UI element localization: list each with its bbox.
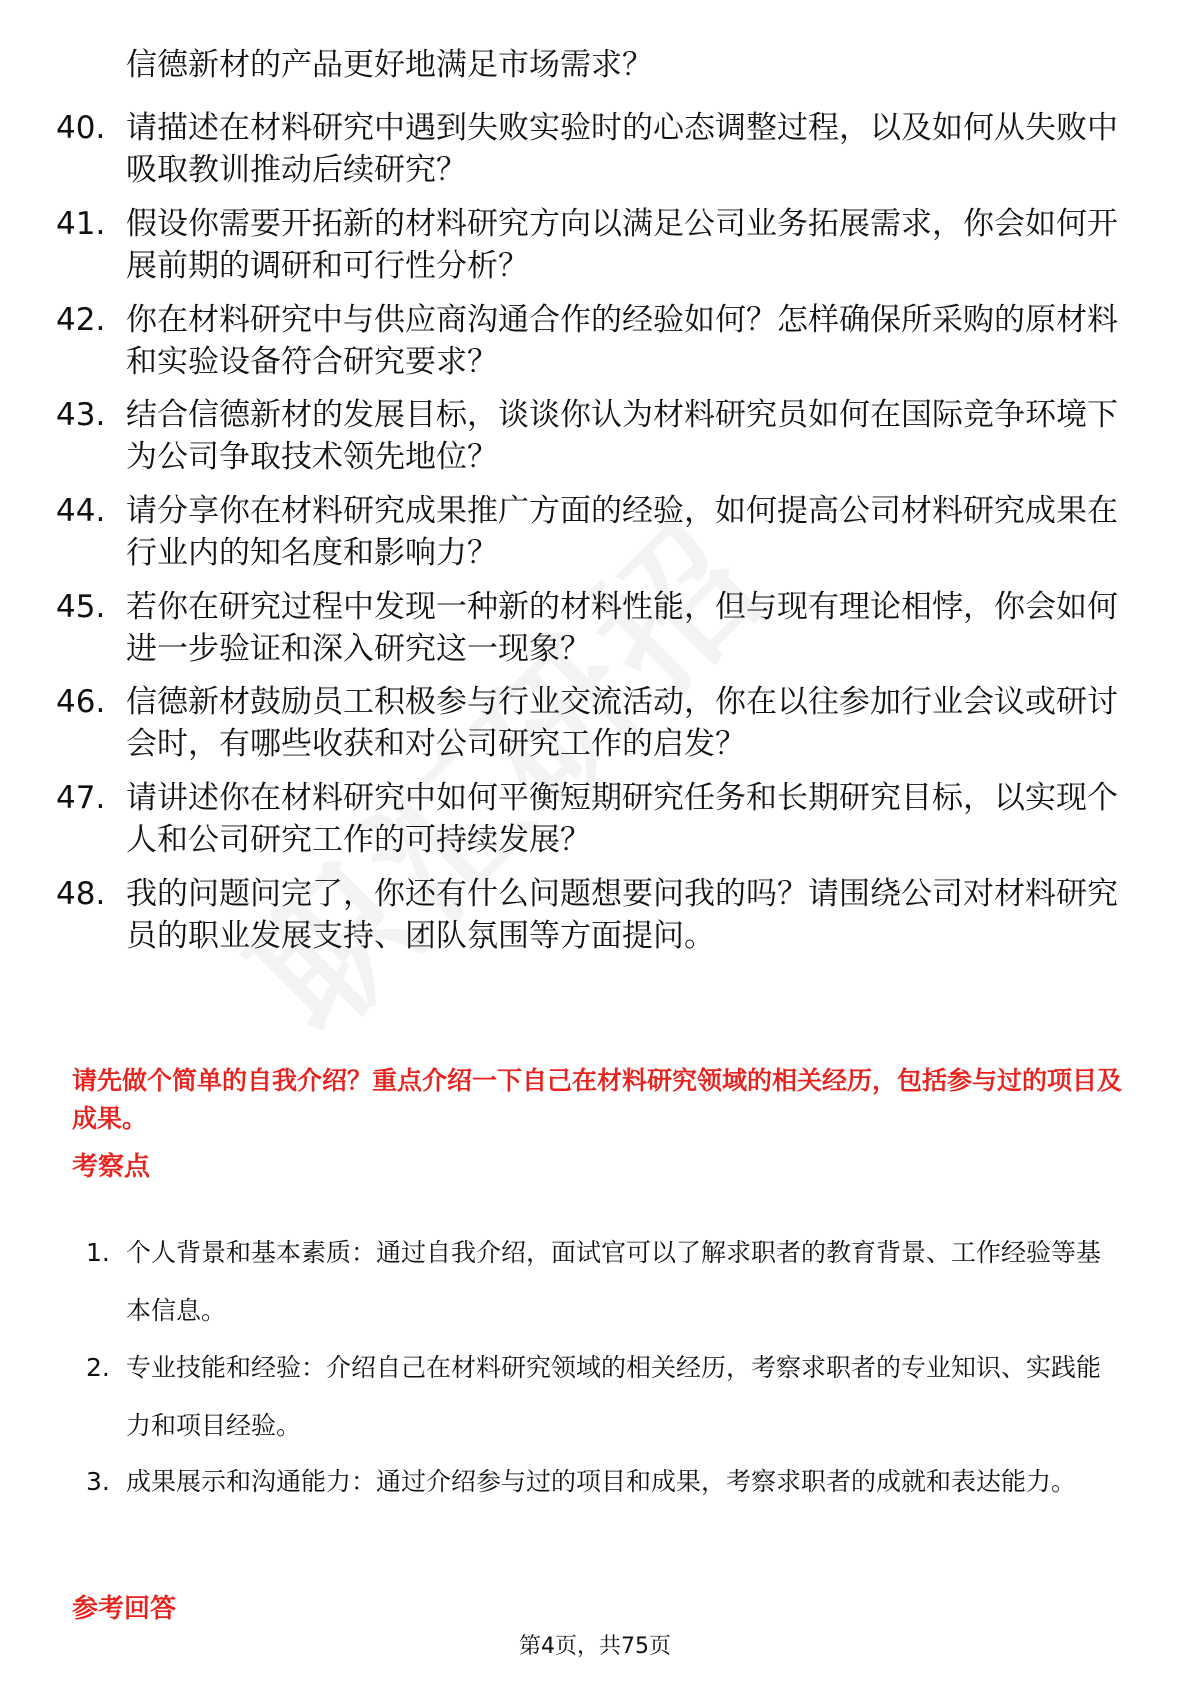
question-number: 45. (56, 589, 106, 625)
page-footer: 第4页，共75页 (519, 1634, 671, 1659)
question-text: 请分享你在材料研究成果推广方面的经验，如何提高公司材料研究成果在行业内的知名度和影响力？ (126, 493, 1118, 571)
question-number: 48. (56, 876, 106, 912)
list-item-text: 成果展示和沟通能力：通过介绍参与过的项目和成果，考察求职者的成就和表达能力。 (126, 1467, 1077, 1496)
question-text: 请讲述你在材料研究中如何平衡短期研究任务和长期研究目标，以实现个人和公司研究工作的可持续发展？ (126, 780, 1118, 858)
question-number: 40. (56, 110, 106, 146)
question-number: 41. (56, 206, 106, 242)
question-number: 43. (56, 397, 106, 433)
question-number: 46. (56, 684, 106, 720)
question-text: 信德新材鼓励员工积极参与行业交流活动，你在以往参加行业会议或研讨会时，有哪些收获和对公司研究工作的启发？ (126, 684, 1118, 762)
list-item-text: 个人背景和基本素质：通过自我介绍，面试官可以了解求职者的教育背景、工作经验等基本信息。 (126, 1238, 1102, 1325)
section-title-points: 考察点 (72, 1152, 151, 1182)
question-text: 我的问题问完了，你还有什么问题想要问我的吗？请围绕公司对材料研究员的职业发展支持、团队氛围等方面提问。 (126, 876, 1118, 954)
question-number: 47. (56, 780, 106, 816)
list-item-number: 1. (86, 1238, 110, 1267)
question-text: 你在材料研究中与供应商沟通合作的经验如何？怎样确保所采购的原材料和实验设备符合研究要求？ (126, 302, 1118, 380)
list-item-text: 专业技能和经验：介绍自己在材料研究领域的相关经历，考察求职者的专业知识、实践能力和项目经验。 (126, 1353, 1102, 1440)
question-text: 请描述在材料研究中遇到失败实验时的心态调整过程，以及如何从失败中吸取教训推动后续研究？ (126, 110, 1118, 188)
list-item-number: 2. (86, 1353, 110, 1382)
question-text: 若你在研究过程中发现一种新的材料性能，但与现有理论相悖，你会如何进一步验证和深入研究这一现象？ (126, 589, 1118, 667)
continued-question-text: 信德新材的产品更好地满足市场需求？ (126, 47, 653, 83)
question-number: 44. (56, 493, 106, 529)
question-number: 42. (56, 302, 106, 338)
question-text: 假设你需要开拓新的材料研究方向以满足公司业务拓展需求，你会如何开展前期的调研和可行性分析？ (126, 206, 1118, 284)
question-text: 结合信德新材的发展目标，谈谈你认为材料研究员如何在国际竞争环境下为公司争取技术领先地位？ (126, 397, 1118, 475)
highlight-question: 请先做个简单的自我介绍？重点介绍一下自己在材料研究领域的相关经历，包括参与过的项目及成果。 (72, 1066, 1123, 1133)
list-item-number: 3. (86, 1467, 110, 1496)
section-title-answer: 参考回答 (72, 1594, 177, 1624)
